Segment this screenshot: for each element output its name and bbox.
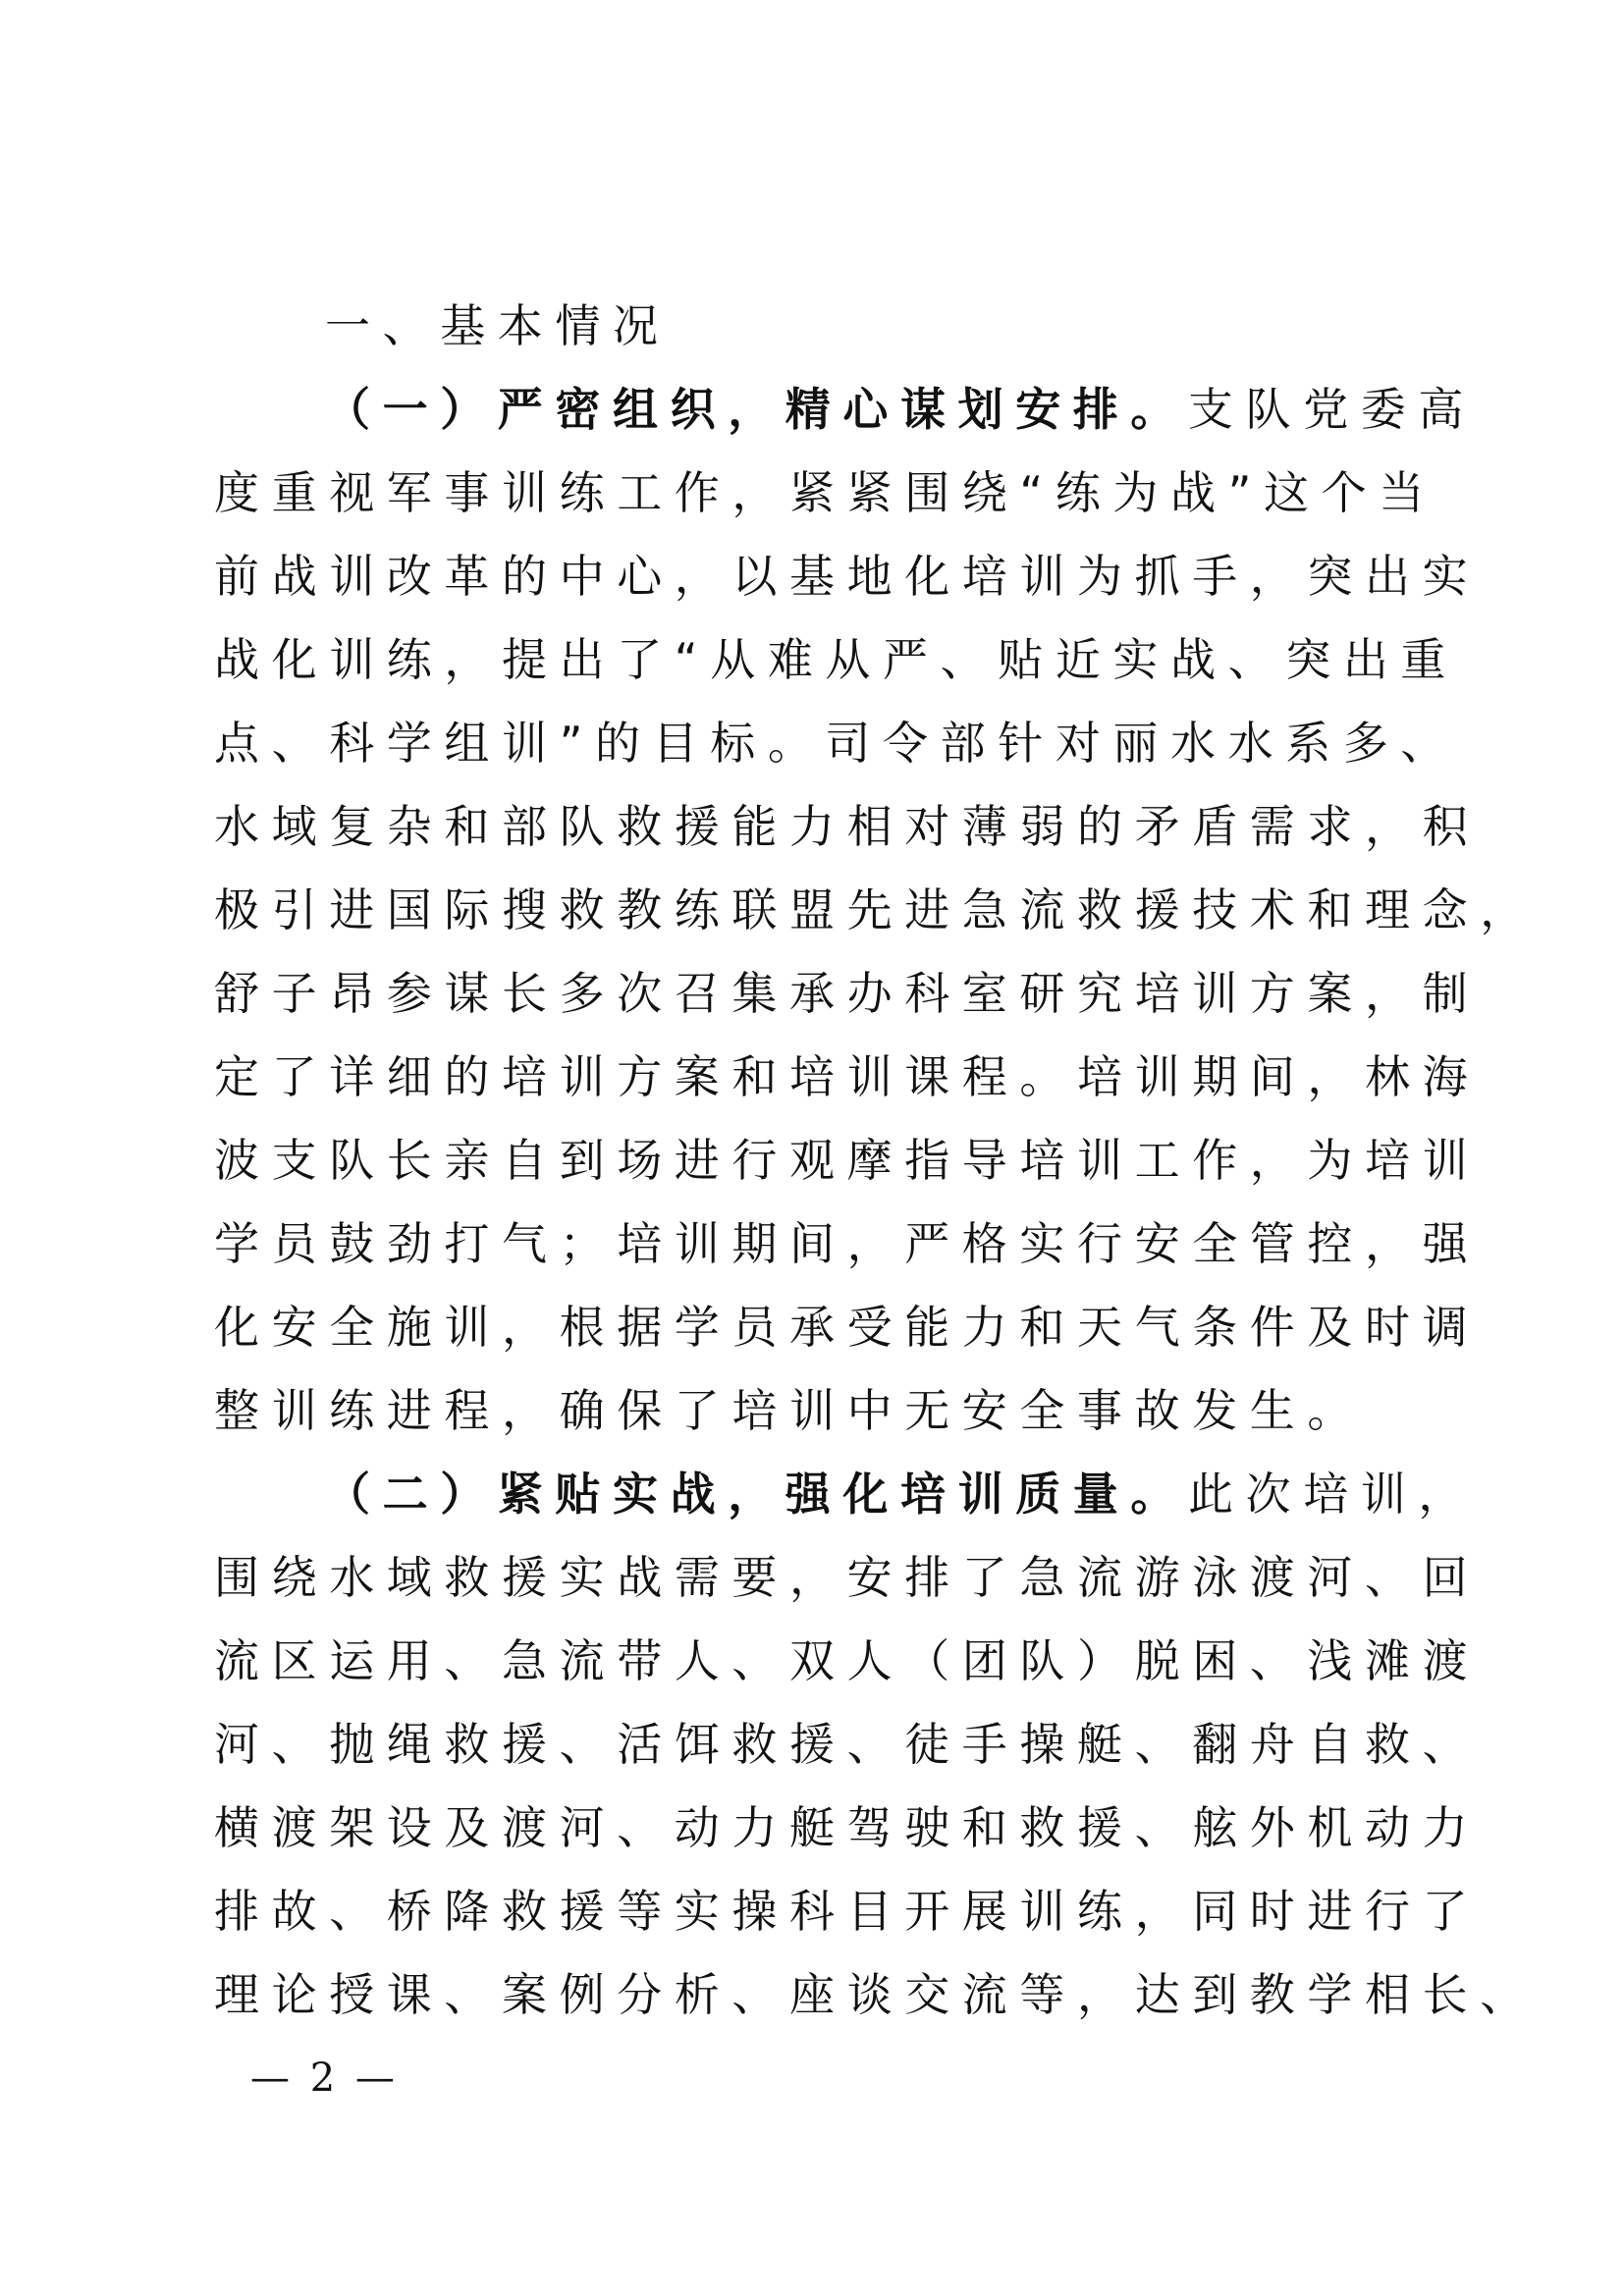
section1-line: 度重视军事训练工作，紧紧围绕“练为战”这个当 (214, 466, 1436, 519)
section2-first-line-text: 此次培训， (1188, 1468, 1476, 1521)
section1-line: 波支队长亲自到场进行观摩指导培训工作，为培训 (214, 1134, 1481, 1187)
section1-line: 点、科学组训”的目标。司令部针对丽水水系多、 (214, 717, 1459, 770)
section-heading: 一、基本情况 (325, 299, 671, 352)
section2-first-line (214, 1453, 1476, 1536)
section2-line: 流区运用、急流带人、双人（团队）脱困、浅滩渡 (214, 1634, 1481, 1687)
section2-line: 排故、桥降救援等实操科目开展训练，同时进行了 (214, 1885, 1481, 1938)
section1-line: 前战训改革的中心，以基地化培训为抓手，突出实 (214, 550, 1481, 603)
section1-line: 水域复杂和部队救援能力相对薄弱的矛盾需求，积 (214, 800, 1481, 853)
section1-line: 极引进国际搜救教练联盟先进急流救援技术和理念， (214, 883, 1538, 936)
section1-line: 化安全施训，根据学员承受能力和天气条件及时调 (214, 1301, 1481, 1354)
section1-title: （一）严密组织，精心谋划安排。 (325, 383, 1188, 436)
section2-title: （二）紧贴实战，强化培训质量。 (325, 1468, 1188, 1521)
document-body (214, 285, 1538, 2037)
section1-first-line-text: 支队党委高 (1188, 383, 1476, 436)
section1-line: 战化训练，提出了“从难从严、贴近实战、突出重 (214, 633, 1459, 686)
section2-line: 河、抛绳救援、活饵救援、徒手操艇、翻舟自救、 (214, 1718, 1481, 1771)
section1-line: 舒子昂参谋长多次召集承办科室研究培训方案，制 (214, 967, 1481, 1020)
section2-line: 围绕水域救援实战需要，安排了急流游泳渡河、回 (214, 1551, 1481, 1604)
section1-first-line (214, 368, 1476, 452)
page-number: — 2 — (250, 2056, 399, 2101)
section1-line: 定了详细的培训方案和培训课程。培训期间，林海 (214, 1050, 1481, 1103)
section2-line: 理论授课、案例分析、座谈交流等，达到教学相长、 (214, 1968, 1538, 2021)
section1-line: 学员鼓劲打气；培训期间，严格实行安全管控，强 (214, 1217, 1481, 1270)
section1-line: 整训练进程，确保了培训中无安全事故发生。 (214, 1384, 1365, 1437)
section2-line: 横渡架设及渡河、动力艇驾驶和救援、舷外机动力 (214, 1801, 1481, 1854)
